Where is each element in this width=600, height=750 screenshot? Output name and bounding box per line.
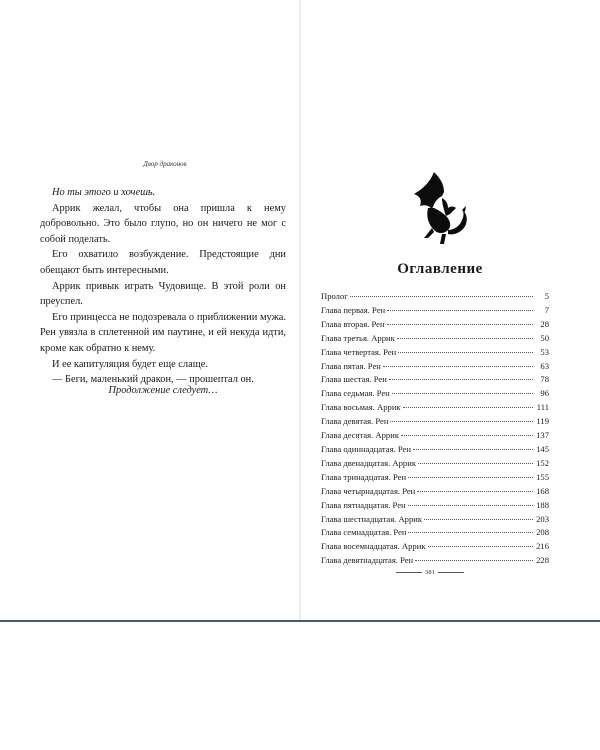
toc-leader-dots: [397, 338, 533, 339]
toc-entry-page: 137: [536, 430, 549, 441]
toc-entry-label: Глава вторая. Рен: [321, 318, 385, 329]
toc-entry-label: Глава четырнадцатая. Рен: [321, 485, 416, 496]
toc-entry: [321, 401, 549, 415]
toc-entry: [321, 499, 549, 513]
toc-entry-label: Пролог: [321, 291, 348, 301]
toc-entry-page: 188: [536, 499, 549, 510]
toc-entry-label: Глава шестнадцатая. Аррик: [321, 513, 423, 524]
toc-leader-dots: [389, 379, 533, 380]
toc-leader-dots: [424, 519, 533, 520]
toc-entry-label: Глава третья. Аррик: [321, 332, 395, 343]
toc-leader-dots: [403, 407, 533, 408]
toc-entry-page: 5: [544, 291, 549, 301]
toc-leader-dots: [350, 296, 533, 297]
toc-entry-label: Глава девятнадцатая. Рен: [321, 555, 414, 566]
toc-entry-page: 96: [540, 388, 549, 399]
toc-entry: [321, 513, 549, 527]
toc-entry: [321, 443, 549, 457]
paragraph: — Беги, маленький дракон, — прошептал он.: [52, 374, 254, 386]
toc-leader-dots: [408, 532, 533, 533]
toc-entry-label: Глава восьмая. Аррик: [321, 402, 401, 413]
toc-entry-label: Глава четвертая. Рен: [321, 346, 397, 357]
toc-entry-page: 7: [544, 304, 549, 315]
toc-entry-label: Глава двенадцатая. Аррик: [321, 457, 417, 468]
toc-leader-dots: [417, 491, 533, 492]
toc-entry-page: 145: [536, 443, 549, 454]
toc-entry: [321, 540, 549, 554]
toc-leader-dots: [408, 505, 533, 506]
toc-entry: [321, 318, 549, 332]
paragraph: Аррик желал, чтобы она пришла к нему добровольно. Это было глупо, но он ничего не мог с собой поделать.: [40, 202, 286, 245]
table-of-contents: [321, 290, 549, 568]
toc-entry: [321, 360, 549, 374]
toc-leader-dots: [401, 435, 533, 436]
toc-entry-label: Глава седьмая. Рен: [321, 388, 390, 399]
toc-leader-dots: [413, 449, 533, 450]
toc-entry: [321, 429, 549, 443]
toc-entry-page: 216: [536, 541, 549, 552]
toc-entry-page: 203: [536, 513, 549, 524]
running-head: Двор драконов: [143, 160, 187, 168]
toc-entry: [321, 387, 549, 401]
toc-entry: [321, 290, 549, 304]
toc-leader-dots: [408, 477, 533, 478]
toc-entry: [321, 373, 549, 387]
toc-entry-page: 208: [536, 527, 549, 538]
toc-entry-label: Глава пятая. Рен: [321, 360, 381, 371]
toc-entry-page: 53: [540, 346, 549, 357]
toc-entry: [321, 415, 549, 429]
toc-entry-page: 28: [540, 318, 549, 329]
toc-entry-label: Глава семнадцатая. Рен: [321, 527, 407, 538]
paragraph: Но ты этого и хочешь.: [52, 187, 156, 198]
toc-entry: [321, 471, 549, 485]
page-number-text: 381: [425, 568, 435, 576]
left-page: [0, 0, 300, 620]
toc-title: Оглавление: [397, 261, 483, 277]
toc-entry: [321, 332, 549, 346]
page-bottom-edge: [0, 620, 600, 622]
toc-entry: [321, 346, 549, 360]
toc-leader-dots: [428, 546, 534, 547]
paragraph: Его охватило возбуждение. Предстоящие дни обещают быть интересными.: [40, 249, 286, 276]
toc-entry-label: Глава восемнадцатая. Аррик: [321, 541, 426, 552]
folio-rule-left: [396, 572, 422, 573]
toc-entry-page: 119: [536, 416, 549, 427]
toc-leader-dots: [390, 421, 533, 422]
paragraph: Аррик привык играть Чудовище. В этой роли он преуспел.: [40, 280, 286, 308]
toc-entry-page: 111: [536, 402, 549, 413]
toc-entry-page: 63: [540, 360, 549, 371]
folio-rule-right: [438, 572, 464, 573]
toc-entry-label: Глава одиннадцатая. Рен: [321, 443, 411, 454]
toc-leader-dots: [398, 352, 533, 353]
toc-leader-dots: [387, 310, 533, 311]
toc-entry: [321, 526, 549, 540]
toc-entry-page: 155: [536, 471, 549, 482]
toc-entry-page: 228: [536, 555, 549, 566]
toc-entry: [321, 457, 549, 471]
page-number: [385, 567, 475, 577]
prose-text: [40, 185, 286, 388]
toc-entry: [321, 304, 549, 318]
to-be-continued: Продолжение следует…: [108, 385, 218, 396]
toc-entry-page: 50: [540, 332, 549, 343]
toc-entry-page: 152: [536, 457, 549, 468]
toc-entry-label: Глава пятнадцатая. Рен: [321, 499, 406, 510]
dragon-silhouette-icon: [404, 168, 470, 246]
toc-leader-dots: [383, 366, 533, 367]
toc-leader-dots: [418, 463, 533, 464]
toc-entry: [321, 485, 549, 499]
toc-entry-label: Глава девятая. Рен: [321, 416, 389, 427]
toc-entry-label: Глава десятая. Аррик: [321, 430, 399, 441]
paragraph: Его принцесса не подозревала о приближении мужа. Рен увязла в сплетенной им паутине, и ей некуда идти, кроме как обратно к нему.: [40, 311, 286, 354]
paragraph: И ее капитуляция будет еще слаще.: [52, 358, 208, 370]
toc-entry-label: Глава первая. Рен: [321, 304, 386, 315]
toc-leader-dots: [415, 560, 533, 561]
toc-leader-dots: [392, 393, 533, 394]
toc-entry-label: Глава тринадцатая. Рен: [321, 471, 407, 482]
toc-entry-page: 78: [540, 374, 549, 385]
toc-leader-dots: [387, 324, 533, 325]
toc-entry-page: 168: [536, 485, 549, 496]
toc-entry-label: Глава шестая. Рен: [321, 374, 387, 385]
